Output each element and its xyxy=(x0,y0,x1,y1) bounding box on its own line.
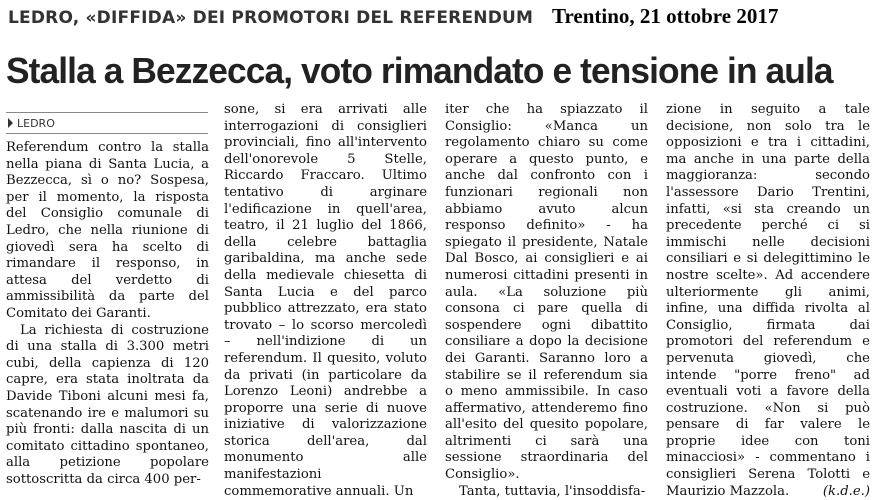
article-paragraph: iter che ha spiazzato il Consiglio: «Manca un regolamento chiaro su come operare a questo punto, e anche dal confronto con i funzionari regionali non abbiamo avuto alcun responso definito» - ha spiegato il presidente, Natale Dal Bosco, ai consiglieri e ai numerosi cittadini presenti in aula. «La soluzione più consona ci pare quella di sospendere ogni dibattito consiliare a dopo la decisione dei Garanti. Saranno loro a stabilire se il referendum sia o meno ammissibile. In caso affermativo, attenderemo fino all'esito del quesito popolare, altrimenti ci sarà una sessione straordinaria del Consiglio». xyxy=(445,102,648,483)
article-paragraph: sone, si era arrivati alle interrogazioni di consiglieri provinciali, fino all'intervento dell'onorevole 5 Stelle, Riccardo Fraccaro. Ultimo tentativo di arginare l'edificazione in quell'area, teatro, il 21 luglio del 1866, della celebre battaglia garibaldina, ma anche sede della medievale chiesetta di Santa Lucia e del parco pubblico attrezzato, era stato trovato – lo scorso mercoledì – nell'indizione di un referendum. Il quesito, voluto da privati (in particolare da Lorenzo Leoni) andrebbe a proporre una serie di nuove iniziative di valorizzazione storica dell'area, dal monumento alle manifestazioni commemorative annuali. Un xyxy=(224,102,427,499)
article-column-4 xyxy=(666,102,870,499)
section-marker-icon xyxy=(8,118,13,128)
article-paragraph: zione in seguito a tale decisione, non solo tra le opposizioni e tra i cittadini, ma anche in una parte della maggioranza: secondo l'assessore Dario Trentini, infatti, «si sta creando un precedente perché ci si immischi nelle decisioni consiliari e si delegittimino le nostre scelte». Ad accendere ulteriormente gli animi, infine, una diffida rivolta al Consiglio, firmata dai promotori del referendum e pervenuta giovedì, che intende "porre freno" ad eventuali voti a favore della costruzione. «Non si può pensare di far valere le proprie idee con toni minacciosi» - commentano i consiglieri Serena Tolotti e Maurizio Mazzola. (k.d.e.) xyxy=(666,102,870,499)
article-paragraph: Tanta, tuttavia, l'insoddisfa- xyxy=(459,483,646,499)
article-column-1 xyxy=(6,140,209,487)
kicker: LEDRO, «DIFFIDA» DEI PROMOTORI DEL REFERENDUM xyxy=(8,8,534,28)
author-signature: (k.d.e.) xyxy=(822,483,870,499)
section-label xyxy=(6,112,208,134)
headline: Stalla a Bezzecca, voto rimandato e tensione in aula xyxy=(6,50,833,91)
article-column-2 xyxy=(224,102,427,499)
article-paragraph: Referendum contro la stalla nella piana di Santa Lucia, a Bezzecca, sì o no? Sospesa, per il momento, la risposta del Consiglio comunale di Ledro, che nella riunione di giovedì sera ha scelto di rimandare il responso, in attesa del verdetto di ammissibilità da parte del Comitato dei Garanti. xyxy=(6,140,209,321)
section-label-text: LEDRO xyxy=(17,116,55,130)
article-column-3 xyxy=(445,102,648,499)
article-paragraph: La richiesta di costruzione di una stalla di 3.300 metri cubi, della capienza di 120 capre, era stata inoltrata da Davide Tiboni alcuni mesi fa, scatenando ire e malumori su più fronti: dalla nascita di un comitato cittadino spontaneo, alla petizione popolare sottoscritta da circa 400 per- xyxy=(6,322,209,487)
source-date: Trentino, 21 ottobre 2017 xyxy=(552,4,779,28)
